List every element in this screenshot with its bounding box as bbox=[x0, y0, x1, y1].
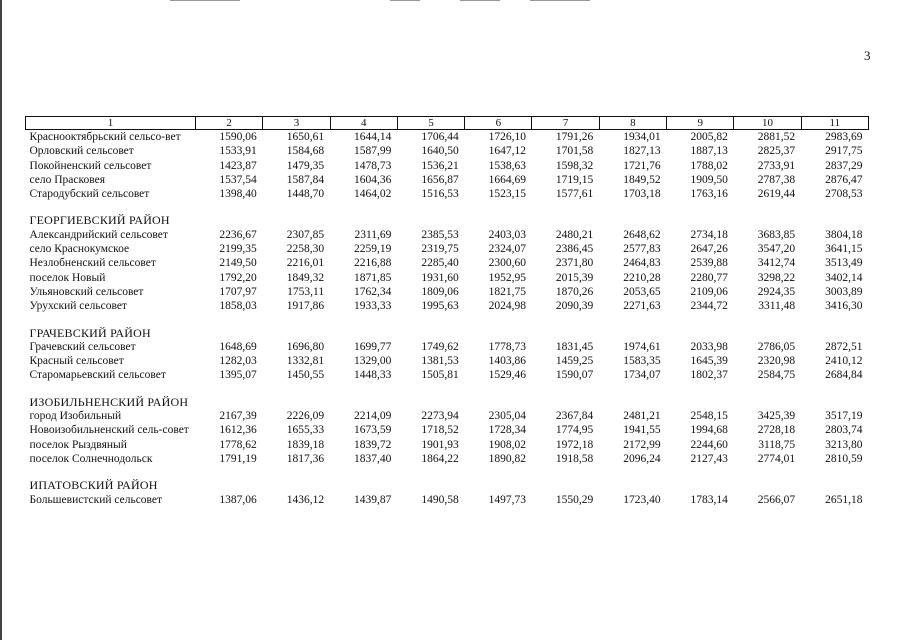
column-header: 4 bbox=[330, 117, 397, 130]
value-cell: 2167,39 bbox=[219, 410, 257, 423]
column-header: 11 bbox=[801, 117, 868, 130]
value-cell: 1395,07 bbox=[219, 369, 257, 382]
region-heading: ГЕОРГИЕВСКИЙ РАЙОН bbox=[29, 213, 170, 228]
value-cell: 2786,05 bbox=[757, 340, 796, 353]
value-cell: 2311,69 bbox=[354, 228, 392, 241]
value-cell: 2226,09 bbox=[286, 410, 325, 423]
value-cell: 1792,20 bbox=[219, 271, 257, 284]
value-cell: 1516,53 bbox=[421, 188, 459, 201]
value-cell: 1726,10 bbox=[488, 131, 526, 143]
value-cell: 1791,19 bbox=[219, 452, 257, 465]
value-cell: 1809,06 bbox=[421, 285, 459, 298]
column-header: 8 bbox=[599, 117, 666, 130]
value-cell: 1450,55 bbox=[286, 369, 325, 382]
value-cell: 1762,34 bbox=[354, 285, 392, 298]
value-cell: 1640,50 bbox=[421, 145, 459, 158]
value-cell: 2367,84 bbox=[555, 410, 594, 423]
column-header: 9 bbox=[667, 117, 734, 130]
value-cell: 3641,15 bbox=[825, 243, 863, 256]
value-cell: 1995,63 bbox=[421, 300, 459, 313]
value-cell: 1723,40 bbox=[623, 493, 661, 506]
value-cell: 1870,26 bbox=[555, 285, 594, 298]
value-cell: 1587,99 bbox=[354, 145, 392, 158]
value-cell: 3416,30 bbox=[825, 300, 863, 313]
settlement-name: Незлобненский сельсовет bbox=[29, 257, 156, 270]
value-cell: 2320,98 bbox=[757, 355, 796, 368]
value-cell: 2109,06 bbox=[690, 285, 728, 298]
value-cell: 2539,88 bbox=[690, 257, 728, 270]
value-cell: 1645,39 bbox=[690, 355, 728, 368]
value-cell: 1448,70 bbox=[286, 188, 325, 201]
value-cell: 1719,15 bbox=[555, 173, 594, 186]
value-cell: 2385,53 bbox=[421, 228, 459, 241]
value-cell: 2881,52 bbox=[757, 131, 796, 143]
value-cell: 3402,14 bbox=[825, 271, 863, 284]
value-cell: 2127,43 bbox=[690, 452, 728, 465]
value-cell: 2924,35 bbox=[757, 285, 796, 298]
value-cell: 1387,06 bbox=[219, 493, 257, 506]
region-heading-row bbox=[26, 466, 869, 492]
column-header: 1 bbox=[26, 117, 196, 130]
value-cell: 1917,86 bbox=[286, 300, 325, 313]
value-cell: 1994,68 bbox=[690, 424, 728, 437]
value-cell: 1918,58 bbox=[555, 452, 594, 465]
value-cell: 1577,61 bbox=[555, 188, 594, 201]
value-cell: 1448,33 bbox=[354, 369, 392, 382]
value-cell: 2271,63 bbox=[623, 300, 661, 313]
value-cell: 1887,13 bbox=[690, 145, 728, 158]
table-row bbox=[26, 354, 869, 368]
value-cell: 3683,85 bbox=[757, 228, 796, 241]
region-heading-row bbox=[26, 201, 869, 227]
value-cell: 1439,87 bbox=[354, 493, 392, 506]
value-cell: 1778,62 bbox=[219, 438, 257, 451]
value-cell: 2548,15 bbox=[690, 410, 728, 423]
value-cell: 1529,46 bbox=[488, 369, 526, 382]
value-cell: 3118,75 bbox=[758, 438, 796, 451]
value-cell: 1933,33 bbox=[354, 300, 392, 313]
value-cell: 1479,35 bbox=[286, 159, 325, 172]
value-cell: 1728,34 bbox=[488, 424, 526, 437]
value-cell: 2305,04 bbox=[488, 410, 526, 423]
value-cell: 1783,14 bbox=[690, 493, 728, 506]
value-cell: 1490,58 bbox=[421, 493, 459, 506]
value-cell: 2803,74 bbox=[825, 424, 863, 437]
value-cell: 2015,39 bbox=[555, 271, 594, 284]
value-cell: 1908,02 bbox=[488, 438, 526, 451]
tariff-table bbox=[25, 116, 869, 507]
settlement-name: Покойненский сельсовет bbox=[29, 159, 152, 172]
value-cell: 1858,03 bbox=[219, 300, 257, 313]
value-cell: 2319,75 bbox=[421, 243, 459, 256]
value-cell: 1941,55 bbox=[623, 424, 661, 437]
value-cell: 1505,81 bbox=[421, 369, 459, 382]
table-row bbox=[26, 228, 869, 242]
value-cell: 1778,73 bbox=[488, 340, 526, 353]
settlement-name: поселок Солнечнодольск bbox=[29, 452, 153, 465]
value-cell: 2825,37 bbox=[757, 145, 796, 158]
value-cell: 2648,62 bbox=[623, 228, 661, 241]
value-cell: 2090,39 bbox=[555, 300, 594, 313]
value-cell: 1590,07 bbox=[555, 369, 594, 382]
value-cell: 2647,26 bbox=[690, 243, 728, 256]
value-cell: 3517,19 bbox=[825, 410, 863, 423]
table-row bbox=[26, 452, 869, 466]
value-cell: 2872,51 bbox=[825, 340, 863, 353]
value-cell: 1332,81 bbox=[286, 355, 325, 368]
value-cell: 1849,52 bbox=[623, 173, 661, 186]
value-cell: 1890,82 bbox=[488, 452, 526, 465]
table-row bbox=[26, 187, 869, 201]
value-cell: 1763,16 bbox=[690, 188, 728, 201]
table-row bbox=[26, 271, 869, 285]
value-cell: 2149,50 bbox=[219, 257, 257, 270]
value-cell: 1423,87 bbox=[219, 159, 257, 172]
settlement-name: Краснооктябрьский сельсо-вет bbox=[29, 131, 181, 143]
value-cell: 2410,12 bbox=[825, 355, 863, 368]
value-cell: 3804,18 bbox=[825, 228, 863, 241]
settlement-name: Красный сельсовет bbox=[29, 355, 124, 368]
value-cell: 2917,75 bbox=[825, 145, 863, 158]
value-cell: 2481,21 bbox=[623, 410, 661, 423]
value-cell: 2210,28 bbox=[623, 271, 661, 284]
value-cell: 3213,80 bbox=[825, 438, 863, 451]
value-cell: 1656,87 bbox=[421, 173, 459, 186]
table-body bbox=[26, 130, 869, 507]
value-cell: 1329,00 bbox=[354, 355, 392, 368]
settlement-name: Стародубский сельсовет bbox=[29, 188, 150, 201]
value-cell: 1871,85 bbox=[354, 271, 392, 284]
value-cell: 2033,98 bbox=[690, 340, 728, 353]
region-heading: ИПАТОВСКИЙ РАЙОН bbox=[29, 478, 158, 493]
value-cell: 1864,22 bbox=[421, 452, 459, 465]
value-cell: 1703,18 bbox=[623, 188, 661, 201]
value-cell: 1791,26 bbox=[555, 131, 594, 143]
value-cell: 2876,47 bbox=[825, 173, 863, 186]
value-cell: 2324,07 bbox=[488, 243, 526, 256]
value-cell: 1909,50 bbox=[690, 173, 728, 186]
value-cell: 2733,91 bbox=[757, 159, 796, 172]
table-row bbox=[26, 423, 869, 437]
table-row bbox=[26, 130, 869, 145]
value-cell: 2273,94 bbox=[421, 410, 459, 423]
settlement-name: село Краснокумское bbox=[29, 243, 130, 256]
column-header: 7 bbox=[532, 117, 599, 130]
value-cell: 1648,69 bbox=[219, 340, 257, 353]
value-cell: 1282,03 bbox=[219, 355, 257, 368]
region-heading-row bbox=[26, 383, 869, 409]
table-row bbox=[26, 409, 869, 423]
table-row bbox=[26, 368, 869, 382]
value-cell: 2787,38 bbox=[757, 173, 796, 186]
value-cell: 2810,59 bbox=[825, 452, 863, 465]
value-cell: 2734,18 bbox=[690, 228, 728, 241]
value-cell: 1952,95 bbox=[488, 271, 526, 284]
page-number: 3 bbox=[864, 48, 871, 63]
value-cell: 1536,21 bbox=[421, 159, 459, 172]
value-cell: 2244,60 bbox=[690, 438, 728, 451]
value-cell: 2214,09 bbox=[354, 410, 392, 423]
table-header bbox=[26, 117, 869, 130]
value-cell: 1464,02 bbox=[354, 188, 392, 201]
table-row bbox=[26, 256, 869, 270]
value-cell: 3003,89 bbox=[825, 285, 863, 298]
value-cell: 2577,83 bbox=[623, 243, 661, 256]
column-header: 2 bbox=[196, 117, 263, 130]
header-row bbox=[26, 117, 869, 130]
value-cell: 1583,35 bbox=[623, 355, 661, 368]
value-cell: 1478,73 bbox=[354, 159, 392, 172]
value-cell: 1587,84 bbox=[286, 173, 325, 186]
settlement-name: Ульяновский сельсовет bbox=[29, 285, 144, 298]
settlement-name: Александрийский сельсовет bbox=[29, 228, 168, 241]
value-cell: 2172,99 bbox=[623, 438, 661, 451]
region-heading: ГРАЧЕВСКИЙ РАЙОН bbox=[29, 325, 151, 340]
value-cell: 1974,61 bbox=[623, 340, 661, 353]
value-cell: 2386,45 bbox=[555, 243, 594, 256]
column-header: 6 bbox=[465, 117, 532, 130]
value-cell: 1533,91 bbox=[219, 145, 257, 158]
value-cell: 2708,53 bbox=[825, 188, 863, 201]
value-cell: 1647,12 bbox=[488, 145, 526, 158]
value-cell: 1590,06 bbox=[219, 131, 257, 143]
value-cell: 1718,52 bbox=[421, 424, 459, 437]
value-cell: 2307,85 bbox=[286, 228, 325, 241]
value-cell: 1459,25 bbox=[555, 355, 594, 368]
table-row bbox=[26, 242, 869, 256]
table-row bbox=[26, 285, 869, 299]
value-cell: 2344,72 bbox=[690, 300, 728, 313]
value-cell: 1721,76 bbox=[623, 159, 661, 172]
value-cell: 1604,36 bbox=[354, 173, 392, 186]
value-cell: 1650,61 bbox=[286, 131, 325, 143]
value-cell: 2258,30 bbox=[286, 243, 325, 256]
table-row bbox=[26, 173, 869, 187]
value-cell: 1644,14 bbox=[354, 131, 392, 143]
table-row bbox=[26, 299, 869, 313]
value-cell: 1972,18 bbox=[555, 438, 594, 451]
value-cell: 2684,84 bbox=[825, 369, 863, 382]
value-cell: 3412,74 bbox=[757, 257, 796, 270]
value-cell: 1827,13 bbox=[623, 145, 661, 158]
value-cell: 2837,29 bbox=[825, 159, 863, 172]
value-cell: 2259,19 bbox=[354, 243, 392, 256]
value-cell: 1774,95 bbox=[555, 424, 594, 437]
value-cell: 2774,01 bbox=[757, 452, 796, 465]
value-cell: 1550,29 bbox=[555, 493, 594, 506]
value-cell: 3311,48 bbox=[758, 300, 796, 313]
region-heading-row bbox=[26, 314, 869, 340]
value-cell: 2024,98 bbox=[488, 300, 526, 313]
value-cell: 3513,49 bbox=[825, 257, 863, 270]
table-row bbox=[26, 340, 869, 354]
value-cell: 2216,01 bbox=[286, 257, 325, 270]
value-cell: 2371,80 bbox=[555, 257, 594, 270]
value-cell: 2300,60 bbox=[488, 257, 526, 270]
value-cell: 2403,03 bbox=[488, 228, 526, 241]
region-heading: ИЗОБИЛЬНЕНСКИЙ РАЙОН bbox=[29, 394, 189, 409]
value-cell: 1381,53 bbox=[421, 355, 459, 368]
value-cell: 1436,12 bbox=[286, 493, 325, 506]
value-cell: 1934,01 bbox=[623, 131, 661, 143]
value-cell: 1839,18 bbox=[286, 438, 325, 451]
value-cell: 3298,22 bbox=[757, 271, 796, 284]
settlement-name: поселок Новый bbox=[29, 271, 106, 284]
settlement-name: Старомарьевский сельсовет bbox=[29, 369, 166, 382]
value-cell: 2983,69 bbox=[825, 131, 863, 143]
table-row bbox=[26, 438, 869, 452]
table-row bbox=[26, 144, 869, 158]
value-cell: 1523,15 bbox=[488, 188, 526, 201]
value-cell: 2566,07 bbox=[757, 493, 796, 506]
value-cell: 1849,32 bbox=[286, 271, 325, 284]
settlement-name: Грачевский сельсовет bbox=[29, 340, 136, 353]
value-cell: 1673,59 bbox=[354, 424, 392, 437]
settlement-name: Орловский сельсовет bbox=[29, 145, 134, 158]
value-cell: 1837,40 bbox=[354, 452, 392, 465]
value-cell: 2236,67 bbox=[219, 228, 257, 241]
value-cell: 2651,18 bbox=[825, 493, 863, 506]
value-cell: 1497,73 bbox=[488, 493, 526, 506]
value-cell: 1696,80 bbox=[286, 340, 325, 353]
scan-left-edge bbox=[0, 0, 2, 640]
value-cell: 2216,88 bbox=[354, 257, 392, 270]
value-cell: 1831,45 bbox=[555, 340, 594, 353]
value-cell: 1734,07 bbox=[623, 369, 661, 382]
column-header: 10 bbox=[734, 117, 801, 130]
settlement-name: Большевистский сельсовет bbox=[29, 493, 163, 506]
value-cell: 3425,39 bbox=[757, 410, 796, 423]
value-cell: 2005,82 bbox=[690, 131, 728, 143]
value-cell: 2285,40 bbox=[421, 257, 459, 270]
value-cell: 1612,36 bbox=[219, 424, 257, 437]
value-cell: 1931,60 bbox=[421, 271, 459, 284]
value-cell: 1901,93 bbox=[421, 438, 459, 451]
settlement-name: село Прасковея bbox=[29, 173, 105, 186]
value-cell: 1699,77 bbox=[354, 340, 392, 353]
table-row bbox=[26, 493, 869, 507]
value-cell: 2280,77 bbox=[690, 271, 728, 284]
table-row bbox=[26, 159, 869, 173]
value-cell: 1802,37 bbox=[690, 369, 728, 382]
value-cell: 2199,35 bbox=[219, 243, 257, 256]
value-cell: 1707,97 bbox=[219, 285, 257, 298]
value-cell: 3547,20 bbox=[757, 243, 796, 256]
value-cell: 1706,44 bbox=[421, 131, 459, 143]
value-cell: 1839,72 bbox=[354, 438, 392, 451]
value-cell: 2584,75 bbox=[757, 369, 796, 382]
settlement-name: Урухский сельсовет bbox=[29, 300, 127, 313]
value-cell: 1821,75 bbox=[488, 285, 526, 298]
value-cell: 1655,33 bbox=[286, 424, 325, 437]
value-cell: 1753,11 bbox=[287, 285, 325, 298]
value-cell: 1598,32 bbox=[555, 159, 594, 172]
value-cell: 1537,54 bbox=[219, 173, 257, 186]
value-cell: 1403,86 bbox=[488, 355, 526, 368]
scan-top-marks bbox=[0, 0, 905, 4]
value-cell: 1538,63 bbox=[488, 159, 526, 172]
value-cell: 1788,02 bbox=[690, 159, 728, 172]
value-cell: 1664,69 bbox=[488, 173, 526, 186]
settlement-name: город Изобильный bbox=[29, 410, 122, 423]
column-header: 5 bbox=[397, 117, 464, 130]
value-cell: 2728,18 bbox=[757, 424, 796, 437]
value-cell: 2480,21 bbox=[555, 228, 594, 241]
value-cell: 1817,36 bbox=[286, 452, 325, 465]
value-cell: 1584,68 bbox=[286, 145, 325, 158]
settlement-name: поселок Рыздвяный bbox=[29, 438, 127, 451]
column-header: 3 bbox=[263, 117, 330, 130]
value-cell: 1701,58 bbox=[555, 145, 594, 158]
value-cell: 1749,62 bbox=[421, 340, 459, 353]
value-cell: 2464,83 bbox=[623, 257, 661, 270]
value-cell: 1398,40 bbox=[219, 188, 257, 201]
settlement-name: Новоизобильненский сель-совет bbox=[29, 424, 189, 437]
value-cell: 2096,24 bbox=[623, 452, 661, 465]
value-cell: 2053,65 bbox=[623, 285, 661, 298]
value-cell: 2619,44 bbox=[757, 188, 796, 201]
